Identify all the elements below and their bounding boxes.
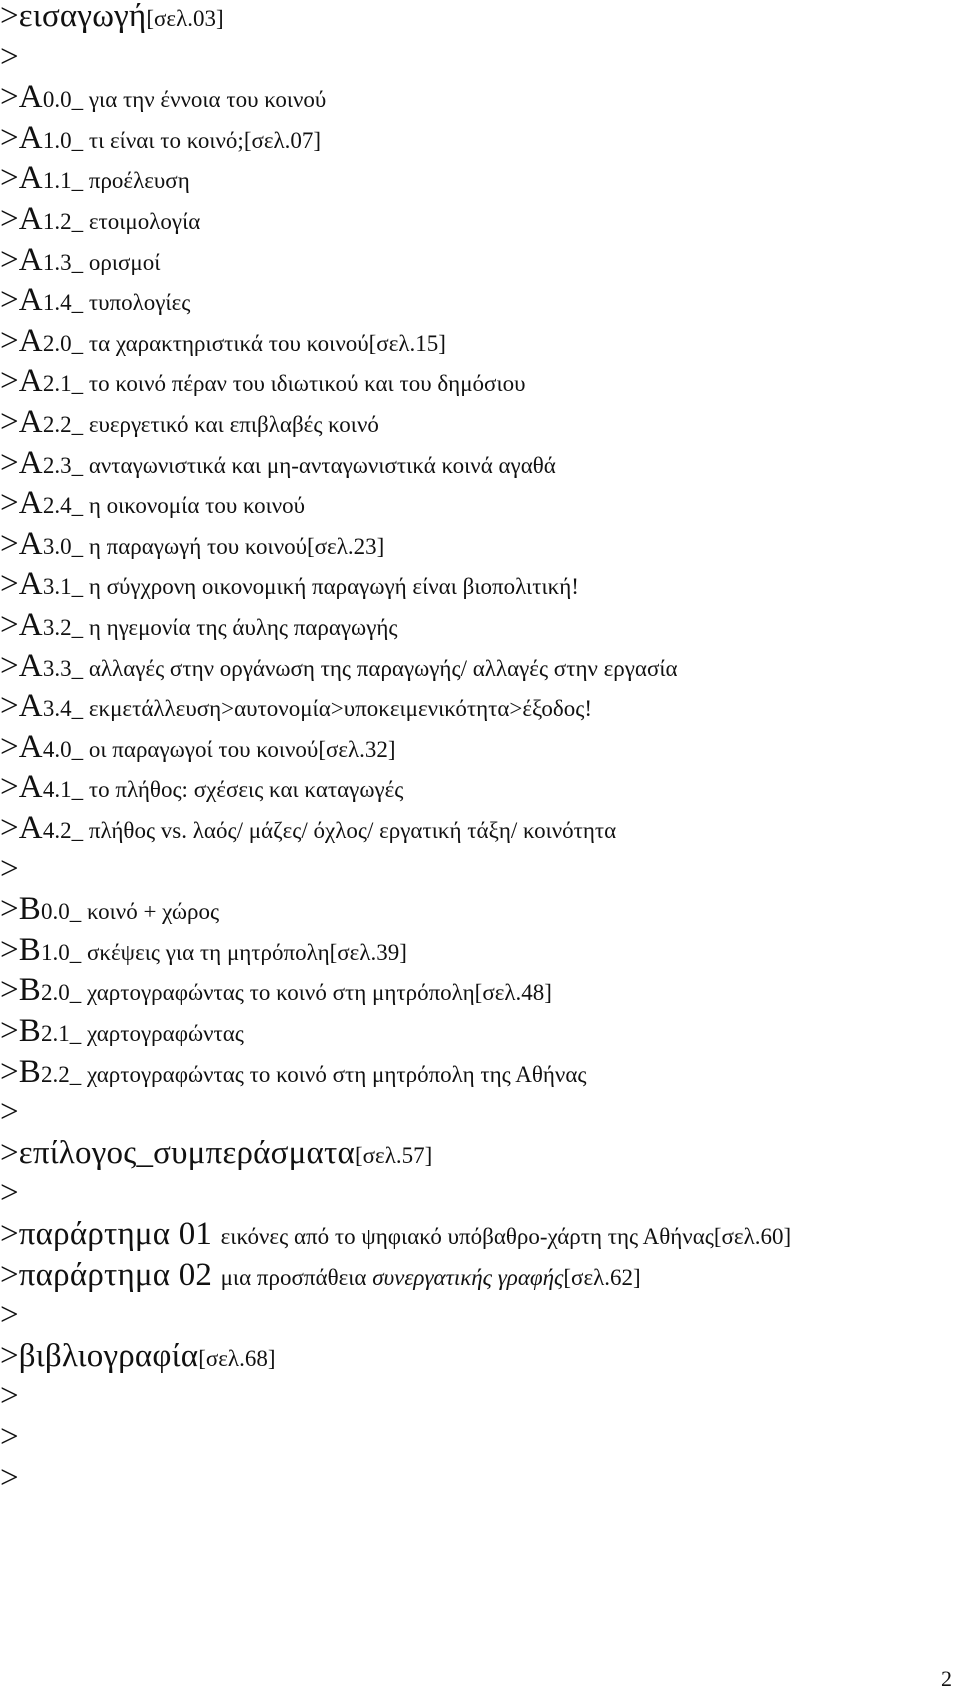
toc-entry-marker: >A [0,647,43,684]
toc-entry-marker: >A [0,444,43,481]
toc-entry-marker: >B [0,891,42,928]
toc-line [0,1218,791,1251]
toc-entry-text: 0.0_ κοινό + χώρος [41,899,220,925]
toc-entry-text: 2.2_ χαρτογραφώντας το κοινό στη μητρόπολη της Αθήνας [41,1061,587,1087]
toc-line [0,609,398,642]
toc-entry-text: εικόνες από το ψηφιακό υπόβαθρο-χάρτη της Αθήνας[σελ.60] [220,1224,792,1249]
toc-entry-marker: >B [0,1053,42,1090]
toc-entry-marker: >παράρτημα 02 [0,1256,221,1293]
toc-line [0,322,446,359]
toc-line [0,81,326,114]
toc-entry-text: 1.1_ προέλευση [42,168,190,194]
toc-line [0,1459,19,1496]
toc-entry-marker: >A [0,485,43,522]
toc-entry-text: [σελ.62] [563,1264,641,1290]
toc-line [0,365,526,398]
toc-line [0,38,19,75]
toc-entry-text: συνεργατικής γραφής [372,1264,564,1290]
toc-line [0,1256,641,1293]
toc-entry-text: 2.0_ τα χαρακτηριστικά του κοινού[σελ.15] [42,330,446,356]
toc-line [0,0,224,33]
toc-entry-marker: >B [0,931,42,968]
toc-entry-marker: >A [0,728,43,765]
toc-entry-text: 2.1_ το κοινό πέραν του ιδιωτικού και του δημόσιου [42,371,526,397]
toc-entry-marker: > [0,1175,19,1212]
toc-entry-text: 1.2_ ετοιμολογία [42,209,201,234]
toc-entry-marker: >B [0,972,42,1009]
toc-entry-text: 3.3_ αλλαγές στην οργάνωση της παραγωγής/ αλλαγές στην εργασία [42,655,678,681]
toc-entry-text: 2.4_ η οικονομία του κοινού [42,493,306,519]
toc-line [0,1421,19,1454]
toc-entry-marker: >B [0,1013,42,1049]
toc-line [0,1337,276,1374]
toc-line [0,690,592,723]
toc-entry-marker: >A [0,201,43,237]
toc-entry-marker: >A [0,525,43,562]
toc-entry-marker: >A [0,79,43,116]
toc-line [0,568,579,601]
toc-line [0,1177,19,1210]
toc-line [0,203,200,236]
toc-entry-text: 3.2_ η ηγεμονία της άυλης παραγωγής [42,615,398,640]
toc-entry-text: 1.4_ τυπολογίες [42,290,191,316]
toc-entry-marker: >A [0,769,43,806]
toc-line [0,1015,244,1048]
toc-entry-text: 0.0_ για την έννοια του κοινού [42,87,327,113]
toc-entry-text: μια προσπάθεια [220,1264,373,1290]
toc-line [0,812,616,845]
toc-line [0,284,190,317]
toc-line [0,1053,587,1090]
toc-entry-marker: > [0,1094,19,1131]
toc-entry-marker: > [0,850,19,887]
toc-line [0,406,379,439]
toc-entry-text: 2.3_ ανταγωνιστικά και μη-ανταγωνιστικά κοινά αγαθά [42,452,556,478]
toc-entry-marker: >A [0,566,43,603]
toc-entry-marker: >A [0,810,43,846]
toc-entry-text: 3.4_ εκμετάλλευση>αυτονομία>υποκειμενικότητα>έξοδος! [42,696,593,722]
toc-line [0,931,407,968]
toc-line [0,1096,19,1129]
toc-entry-marker: >A [0,160,43,197]
toc-entry-marker: >βιβλιογραφία [0,1337,199,1374]
toc-entry-marker: >A [0,322,43,359]
toc-entry-text: 4.1_ το πλήθος: σχέσεις και καταγωγές [42,777,404,803]
toc-line [0,974,552,1007]
toc-line [0,162,190,195]
toc-line [0,893,219,926]
toc-entry-marker: >εισαγωγή [0,0,147,34]
toc-entry-text: 3.0_ η παραγωγή του κοινού[σελ.23] [42,533,385,559]
toc-line [0,771,403,804]
toc-line [0,241,161,278]
toc-line [0,647,678,684]
toc-entry-marker: >A [0,119,43,156]
toc-entry-text: 1.3_ ορισμοί [42,249,161,275]
toc-line [0,525,385,562]
toc-entry-marker: >A [0,404,43,440]
toc-entry-marker: > [0,1419,19,1455]
page-number: 2 [941,1666,952,1691]
toc-entry-marker: >A [0,363,43,400]
toc-entry-marker: > [0,1378,19,1415]
toc-line [0,850,19,887]
toc-line [0,119,322,156]
toc-line [0,487,305,520]
toc-entry-marker: > [0,1459,19,1496]
toc-entry-text: 2.0_ χαρτογραφώντας το κοινό στη μητρόπολη[σελ.48] [41,980,552,1006]
toc-entry-marker: > [0,1297,19,1334]
toc-entry-marker: >επίλογος_συμπεράσματα [0,1134,355,1171]
toc-line [0,1299,19,1332]
toc-entry-marker: >A [0,282,43,319]
toc-line [0,1134,433,1171]
toc-entry-text: 2.2_ ευεργετικό και επιβλαβές κοινό [42,412,379,437]
toc-entry-marker: > [0,38,19,75]
toc-entry-marker: >A [0,607,43,643]
toc-entry-text: [σελ.57] [354,1142,433,1168]
toc-entry-marker: >A [0,688,43,725]
toc-entry-text: [σελ.68] [198,1345,276,1371]
toc-line [0,1380,19,1413]
toc-line [0,444,556,481]
toc-entry-text: [σελ.03] [146,6,224,31]
toc-entry-marker: >παράρτημα 01 [0,1216,221,1252]
toc-entry-marker: >A [0,241,43,278]
toc-entry-text: 4.2_ πλήθος vs. λαός/ μάζες/ όχλος/ εργατική τάξη/ κοινότητα [42,818,617,843]
toc-entry-text: 2.1_ χαρτογραφώντας [41,1021,244,1046]
toc-entry-text: 1.0_ σκέψεις για τη μητρόπολη[σελ.39] [41,939,407,965]
toc-entry-text: 1.0_ τι είναι το κοινό;[σελ.07] [42,127,322,153]
toc-line [0,728,396,765]
toc-entry-text: 4.0_ οι παραγωγοί του κοινού[σελ.32] [42,736,396,762]
toc-entry-text: 3.1_ η σύγχρονη οικονομική παραγωγή είναι βιοπολιτική! [42,574,579,600]
